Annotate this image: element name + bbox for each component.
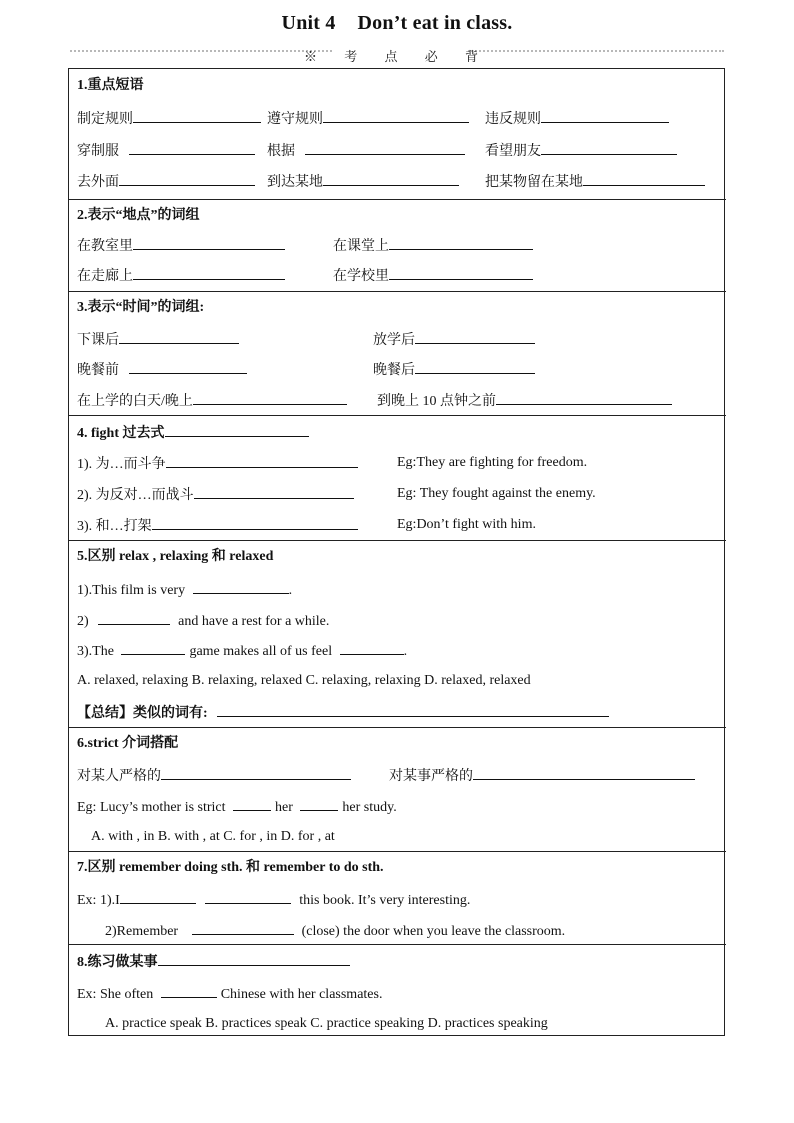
section-4-heading: 4. fight 过去式: [77, 426, 165, 441]
phrase-label: 遵守规则: [267, 112, 323, 127]
section-7-heading: 7.区别 remember doing sth. 和 remember to do sth.: [77, 860, 384, 875]
answer-blank[interactable]: [165, 424, 309, 437]
answer-blank[interactable]: [158, 953, 350, 966]
answer-blank[interactable]: [217, 704, 609, 717]
question-text: Ex: She often: [77, 987, 154, 1002]
answer-blank[interactable]: [119, 173, 255, 186]
answer-blank[interactable]: [323, 110, 469, 123]
example-sentence: Eg:Don’t fight with him.: [397, 517, 536, 532]
answer-blank[interactable]: [415, 361, 535, 374]
answer-blank[interactable]: [415, 331, 535, 344]
section-1-heading: 1.重点短语: [77, 78, 144, 93]
phrase-label: 在教室里: [77, 239, 133, 254]
phrase-label: 对某人严格的: [77, 769, 161, 784]
section-1: [69, 69, 726, 199]
question-text: .: [288, 583, 293, 598]
answer-options: A. relaxed, relaxing B. relaxing, relaxed C. relaxing, relaxing D. relaxed, relaxed: [77, 673, 531, 688]
phrase-label: 2). 为反对…而战斗: [77, 488, 194, 503]
answer-blank[interactable]: [133, 110, 261, 123]
phrase-label: 下课后: [77, 333, 119, 348]
answer-blank[interactable]: [305, 142, 465, 155]
section-3: [69, 291, 726, 416]
question-text: 3).The: [77, 644, 114, 659]
example-sentence: Eg:They are fighting for freedom.: [397, 455, 588, 470]
phrase-label: 到达某地: [267, 175, 323, 190]
title-unit: Unit 4: [281, 12, 336, 34]
answer-blank[interactable]: [541, 110, 669, 123]
phrase-label: 看望朋友: [485, 144, 541, 159]
question-text: this book. It’s very interesting.: [299, 893, 471, 908]
answer-blank[interactable]: [193, 392, 347, 405]
answer-blank[interactable]: [300, 798, 338, 811]
phrase-label: 在课堂上: [333, 239, 389, 254]
phrase-label: 晚餐前: [77, 363, 119, 378]
answer-blank[interactable]: [233, 798, 271, 811]
answer-blank[interactable]: [129, 361, 247, 374]
section-3-heading: 3.表示“时间”的词组:: [77, 300, 205, 315]
phrase-label: 根据: [267, 144, 295, 159]
section-8-heading: 8.练习做某事: [77, 955, 158, 970]
answer-blank[interactable]: [194, 486, 354, 499]
answer-blank[interactable]: [98, 612, 170, 625]
answer-options: A. with , in B. with , at C. for , in D. for , at: [91, 829, 335, 844]
section-banner: ※ 考 点 必 背: [303, 49, 490, 64]
phrase-label: 晚餐后: [373, 363, 415, 378]
answer-blank[interactable]: [496, 392, 672, 405]
title-name: Don’t eat in class.: [357, 12, 513, 34]
question-text: 2)Remember: [105, 924, 179, 939]
answer-blank[interactable]: [152, 517, 358, 530]
answer-blank[interactable]: [161, 767, 351, 780]
answer-blank[interactable]: [583, 173, 705, 186]
phrase-label: 去外面: [77, 175, 119, 190]
phrase-label: 到晚上 10 点钟之前: [377, 394, 496, 409]
phrase-label: 3). 和…打架: [77, 519, 152, 534]
answer-blank[interactable]: [129, 142, 255, 155]
question-text: her: [275, 800, 293, 815]
answer-blank[interactable]: [193, 581, 289, 594]
question-text: game makes all of us feel: [189, 644, 333, 659]
question-text: Chinese with her classmates.: [220, 987, 383, 1002]
summary-label: 【总结】类似的词有:: [77, 706, 208, 721]
answer-blank[interactable]: [473, 767, 695, 780]
answer-blank[interactable]: [119, 331, 239, 344]
example-sentence: Eg: They fought against the enemy.: [397, 486, 596, 501]
phrase-label: 制定规则: [77, 112, 133, 127]
answer-options: A. practice speak B. practices speak C. practice speaking D. practices speaking: [105, 1016, 548, 1031]
section-6-heading: 6.strict 介词搭配: [77, 736, 179, 751]
section-2-heading: 2.表示“地点”的词组: [77, 208, 200, 223]
section-8: [69, 944, 726, 1037]
phrase-label: 对某事严格的: [389, 769, 473, 784]
phrase-label: 把某物留在某地: [485, 175, 583, 190]
page-title: [0, 12, 794, 35]
section-4: [69, 415, 726, 541]
section-5: [69, 540, 726, 728]
question-text: her study.: [342, 800, 397, 815]
answer-blank[interactable]: [133, 267, 285, 280]
answer-blank[interactable]: [340, 642, 404, 655]
answer-blank[interactable]: [192, 922, 294, 935]
question-text: and have a rest for a while.: [178, 614, 330, 629]
answer-blank[interactable]: [121, 642, 185, 655]
section-5-heading: 5.区别 relax , relaxing 和 relaxed: [77, 549, 274, 564]
phrase-label: 放学后: [373, 333, 415, 348]
question-text: 1).This film is very: [77, 583, 186, 598]
phrase-label: 穿制服: [77, 144, 119, 159]
question-text: Ex: 1).I: [77, 893, 120, 908]
question-text: (close) the door when you leave the classroom.: [301, 924, 566, 939]
answer-blank[interactable]: [161, 985, 217, 998]
answer-blank[interactable]: [205, 891, 291, 904]
answer-blank[interactable]: [389, 237, 533, 250]
phrase-label: 在学校里: [333, 269, 389, 284]
phrase-label: 1). 为…而斗争: [77, 457, 166, 472]
answer-blank[interactable]: [541, 142, 677, 155]
phrase-label: 违反规则: [485, 112, 541, 127]
answer-blank[interactable]: [133, 237, 285, 250]
phrase-label: 在走廊上: [77, 269, 133, 284]
worksheet-table: [68, 68, 725, 1036]
phrase-label: 在上学的白天/晚上: [77, 394, 193, 409]
question-text: 2): [77, 614, 89, 629]
answer-blank[interactable]: [323, 173, 459, 186]
section-7: [69, 851, 726, 945]
question-text: Eg: Lucy’s mother is strict: [77, 800, 226, 815]
answer-blank[interactable]: [389, 267, 533, 280]
question-text: .: [403, 644, 408, 659]
answer-blank[interactable]: [120, 891, 196, 904]
section-2: [69, 199, 726, 292]
answer-blank[interactable]: [166, 455, 358, 468]
section-6: [69, 727, 726, 852]
